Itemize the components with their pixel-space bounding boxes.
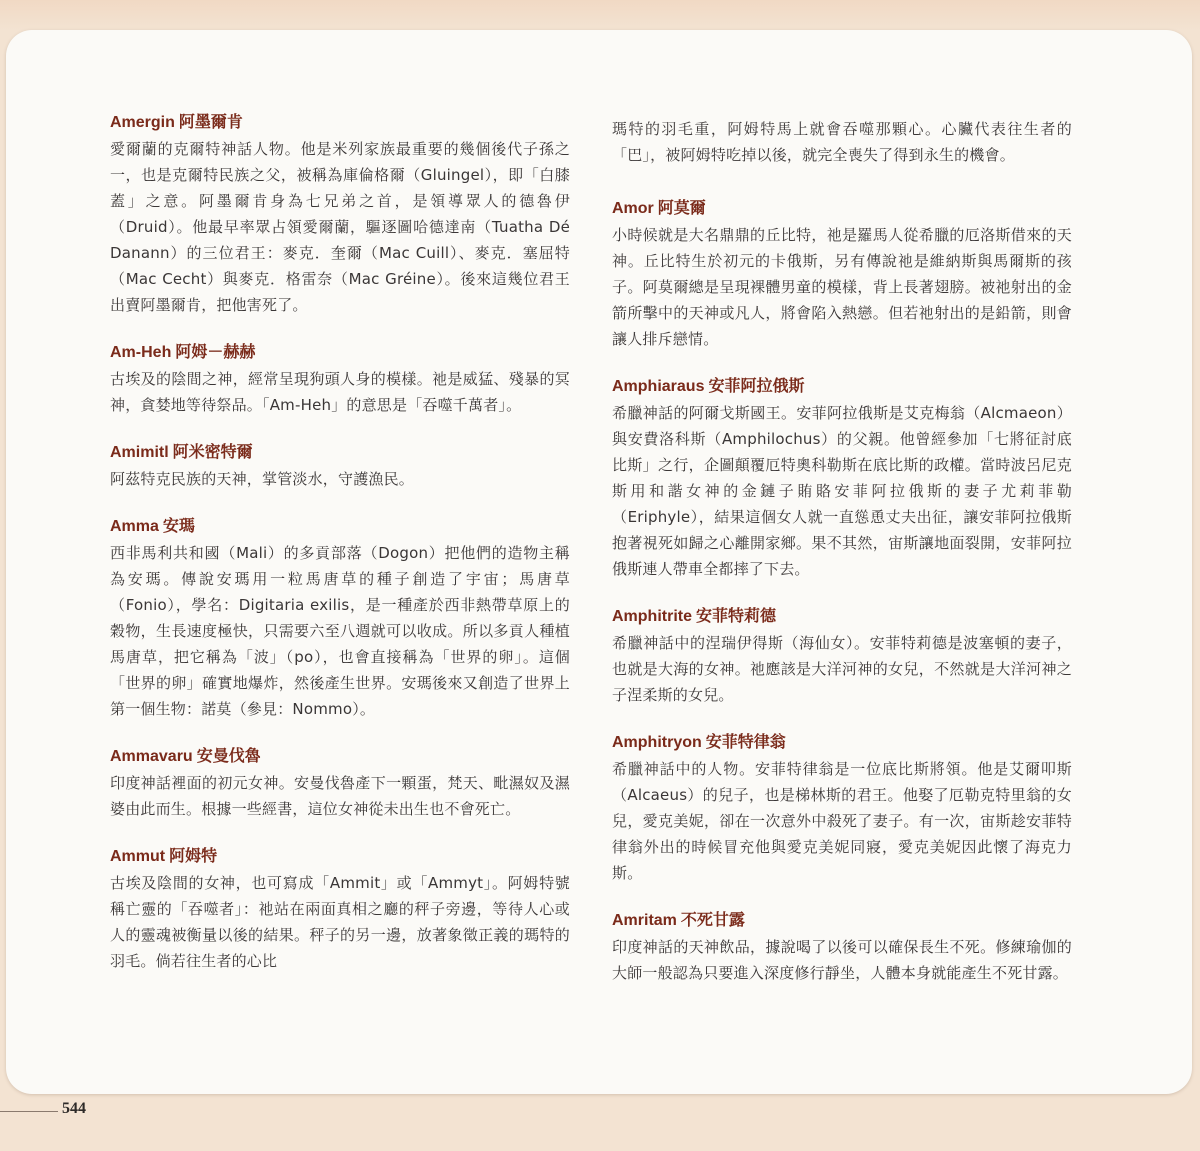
entry-heading [110,342,570,364]
entry-text: 印度神話的天神飲品，據說喝了以後可以確保長生不死。修練瑜伽的大師一般認為只要進入深度修行靜坐，人體本身就能產生不死甘露。 [612,938,1072,982]
entry-heading [612,910,1072,932]
entry-ammut-continued [612,116,1072,168]
entry-heading [110,442,570,464]
entry-term: Amergin [110,114,175,131]
entry-heading [110,746,570,768]
entry-chinese-name: 阿姆－赫赫 [175,344,256,361]
entry-chinese-name: 阿姆特 [169,848,218,865]
entry-heading [612,376,1072,398]
entry-text: 印度神話裡面的初元女神。安曼伐魯產下一顆蛋，梵天、毗濕奴及濕婆由此而生。根據一些經書，這位女神從未出生也不會死亡。 [110,774,570,818]
left-column [110,112,570,998]
entry-term: Ammavaru [110,748,193,765]
entry-heading [612,198,1072,220]
entry-text: 希臘神話中的涅瑞伊得斯（海仙女）。安菲特莉德是波塞頓的妻子，也就是大海的女神。祂應該是大洋河神的女兒，不然就是大洋河神之子涅柔斯的女兒。 [612,634,1072,704]
entry-term: Ammut [110,848,166,865]
footer-rule [0,1111,58,1112]
entry-text: 希臘神話的阿爾戈斯國王。安菲阿拉俄斯是艾克梅翁（Alcmaeon）與安費洛科斯（Amphilochus）的父親。他曾經參加「七將征討底比斯」之行，企圖顛覆厄特奧科勒斯在底比斯的政權。當時波呂尼克斯用和諧女神的金鏈子賄賂安菲阿拉俄斯的妻子尤莉菲勒（Eriphyle），結果這個女人就一直慫恿丈夫出征，讓安菲阿拉俄斯抱著視死如歸之心離開家鄉。果不其然，宙斯讓地面裂開，安菲阿拉俄斯連人帶車全都摔了下去。 [612,404,1072,578]
entry-amimitl [110,442,570,492]
entry-chinese-name: 阿米密特爾 [172,444,253,461]
entry-heading [110,112,570,134]
entry-heading [110,516,570,538]
entry-heading [612,732,1072,754]
entry-ammut [110,846,570,974]
entry-term: Amphitrite [612,608,692,625]
entry-chinese-name: 阿墨爾肯 [178,114,243,131]
entry-chinese-name: 安菲特律翁 [705,734,786,751]
entry-text: 希臘神話中的人物。安菲特律翁是一位底比斯將領。他是艾爾叩斯（Alcaeus）的兒子，也是梯林斯的君王。他娶了厄勒克特里翁的女兒，愛克美妮，卻在一次意外中殺死了妻子。有一次，宙斯趁安菲特律翁外出的時候冒充他與愛克美妮同寢，愛克美妮因此懷了海克力斯。 [612,760,1072,882]
entry-chinese-name: 不死甘露 [680,912,745,929]
right-column [612,116,1072,1010]
entry-term: Amphitryon [612,734,702,751]
entry-am-heh [110,342,570,418]
entry-text: 阿茲特克民族的天神，掌管淡水，守護漁民。 [110,470,415,488]
entry-amma [110,516,570,722]
page-number: 544 [62,1100,86,1117]
entry-text: 小時候就是大名鼎鼎的丘比特，祂是羅馬人從希臘的厄洛斯借來的天神。丘比特生於初元的卡俄斯，另有傳說祂是維納斯與馬爾斯的孩子。阿莫爾總是呈現裸體男童的模樣，背上長著翅膀。被祂射出的金箭所擊中的天神或凡人，將會陷入熱戀。但若祂射出的是鉛箭，則會讓人排斥戀情。 [612,226,1072,348]
entry-chinese-name: 安瑪 [162,518,195,535]
entry-chinese-name: 安菲阿拉俄斯 [708,378,805,395]
entry-term: Amma [110,518,159,535]
entry-amritam [612,910,1072,986]
entry-text: 瑪特的羽毛重，阿姆特馬上就會吞噬那顆心。心臟代表往生者的「巴」，被阿姆特吃掉以後，就完全喪失了得到永生的機會。 [612,120,1072,164]
entry-chinese-name: 安菲特莉德 [696,608,777,625]
entry-amphitryon [612,732,1072,886]
entry-term: Am-Heh [110,344,172,361]
entry-term: Amphiaraus [612,378,705,395]
entry-chinese-name: 安曼伐魯 [196,748,261,765]
page-card [6,30,1192,1094]
page-top-edge [0,0,1200,30]
entry-amphitrite [612,606,1072,708]
entry-amphiaraus [612,376,1072,582]
entry-heading [110,846,570,868]
entry-text: 西非馬利共和國（Mali）的多貢部落（Dogon）把他們的造物主稱為安瑪。傳說安瑪用一粒馬唐草的種子創造了宇宙；馬唐草（Fonio），學名：Digitaria exilis，是一種產於西非熱帶草原上的穀物，生長速度極快，只需要六至八週就可以收成。所以多貢人種植馬唐草，把它稱為「波」（po），也會直接稱為「世界的卵」。這個「世界的卵」確實地爆炸，然後產生世界。安瑪後來又創造了世界上第一個生物：諾莫（參見：Nommo）。 [110,544,570,718]
entry-text: 古埃及陰間的女神，也可寫成「Ammit」或「Ammyt」。阿姆特號稱亡靈的「吞噬者」：祂站在兩面真相之廳的秤子旁邊，等待人心或人的靈魂被衡量以後的結果。秤子的另一邊，放著象徵正義的瑪特的羽毛。倘若往生者的心比 [110,874,570,970]
entry-heading [612,606,1072,628]
entry-text: 古埃及的陰間之神，經常呈現狗頭人身的模樣。祂是威猛、殘暴的冥神，貪婪地等待祭品。「Am-Heh」的意思是「吞噬千萬者」。 [110,370,570,414]
entry-term: Amor [612,200,654,217]
entry-ammavaru [110,746,570,822]
entry-term: Amritam [612,912,677,929]
entry-chinese-name: 阿莫爾 [657,200,706,217]
entry-amergin [110,112,570,318]
entry-text: 愛爾蘭的克爾特神話人物。他是米列家族最重要的幾個後代子孫之一，也是克爾特民族之父，被稱為庫倫格爾（Gluingel），即「白膝蓋」之意。阿墨爾肯身為七兄弟之首，是領導眾人的德魯伊（Druid）。他最早率眾占領愛爾蘭，驅逐圖哈德達南（Tuatha Dé Danann）的三位君王：麥克．奎爾（Mac Cuill）、麥克．塞屈特（Mac Cecht）與麥克．格雷奈（Mac Gréine）。後來這幾位君王出賣阿墨爾肯，把他害死了。 [110,140,570,314]
entry-amor [612,198,1072,352]
entry-term: Amimitl [110,444,169,461]
